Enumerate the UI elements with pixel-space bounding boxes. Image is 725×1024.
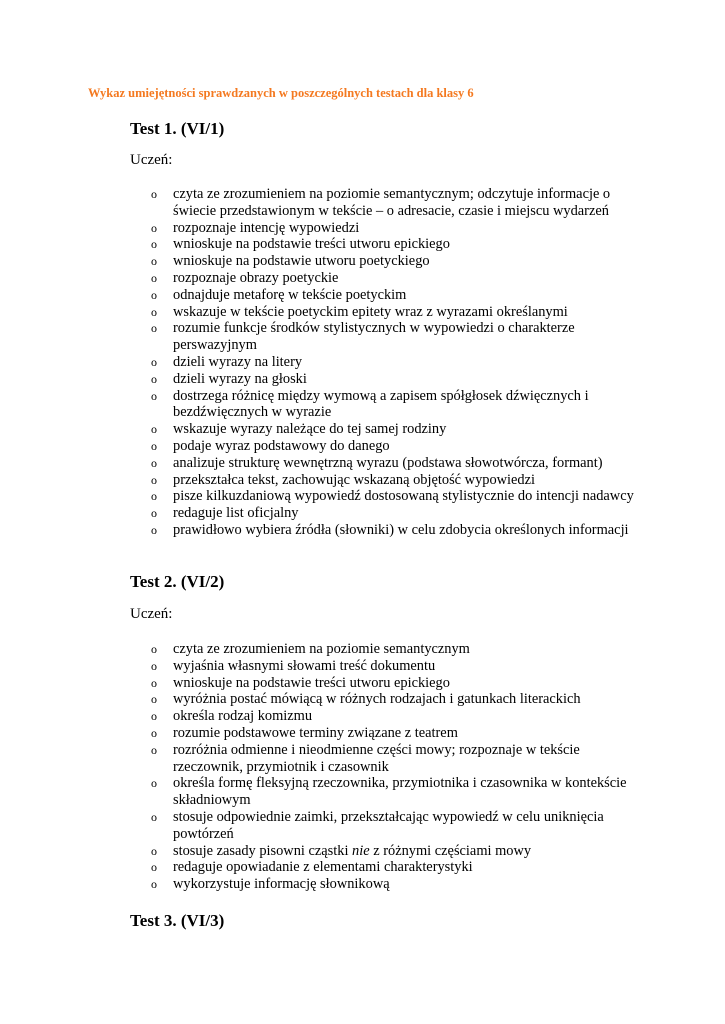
test-3-title: Test 3. (VI/3) bbox=[130, 911, 225, 930]
bullet-icon: o bbox=[151, 489, 157, 504]
list-item bbox=[0, 320, 653, 354]
list-item bbox=[0, 725, 653, 742]
skill-text: pisze kilkuzdaniową wypowiedź dostosowaną stylistycznie do intencji nadawcy bbox=[173, 488, 634, 505]
bullet-icon: o bbox=[151, 642, 157, 656]
skill-text: stosuje odpowiednie zaimki, przekształcając wypowiedź w celu uniknięcia powtórzeń bbox=[173, 808, 604, 842]
test-2-title: Test 2. (VI/2) bbox=[130, 572, 225, 591]
list-item bbox=[0, 388, 653, 422]
list-item bbox=[0, 220, 653, 237]
bullet-icon: o bbox=[151, 354, 157, 369]
list-item bbox=[0, 421, 653, 438]
skill-text: rozpoznaje intencję wypowiedzi bbox=[173, 219, 360, 236]
bullet-icon: o bbox=[151, 709, 157, 724]
bullet-icon: o bbox=[151, 220, 157, 235]
list-item bbox=[0, 505, 653, 522]
skill-text: czyta ze zrozumieniem na poziomie semantycznym bbox=[173, 641, 470, 657]
list-item bbox=[0, 775, 653, 809]
test-1-title: Test 1. (VI/1) bbox=[130, 119, 225, 138]
list-item bbox=[0, 742, 653, 776]
bullet-icon: o bbox=[151, 371, 157, 386]
bullet-icon: o bbox=[151, 742, 157, 757]
test-1-skill-list bbox=[0, 186, 725, 539]
bullet-icon: o bbox=[151, 776, 157, 791]
bullet-icon: o bbox=[151, 809, 157, 824]
bullet-icon: o bbox=[151, 725, 157, 740]
bullet-icon: o bbox=[151, 455, 157, 470]
bullet-icon: o bbox=[151, 860, 157, 875]
list-item bbox=[0, 859, 653, 876]
bullet-icon: o bbox=[151, 270, 157, 285]
skill-text: rozróżnia odmienne i nieodmienne części mowy; rozpoznaje w tekście rzeczownik, przymiotnik i czasownik bbox=[173, 741, 580, 775]
document-heading: Wykaz umiejętności sprawdzanych w poszczególnych testach dla klasy 6 bbox=[88, 86, 474, 100]
list-item bbox=[0, 455, 653, 472]
list-item bbox=[0, 708, 653, 725]
list-item bbox=[0, 186, 653, 220]
bullet-icon: o bbox=[151, 506, 157, 521]
skill-text: dzieli wyrazy na głoski bbox=[173, 370, 307, 387]
list-item bbox=[0, 675, 653, 692]
skill-text: czyta ze zrozumieniem na poziomie semantycznym; odczytuje informacje o świecie przedstawionym w tekście – o adresacie, czasie i miejscu wydarzeń bbox=[173, 186, 611, 219]
skill-text: rozpoznaje obrazy poetyckie bbox=[173, 269, 339, 286]
list-item bbox=[0, 691, 653, 708]
skill-text: dostrzega różnicę między wymową a zapisem spółgłosek dźwięcznych i bezdźwięcznych w wyrazie bbox=[173, 387, 589, 421]
skill-text: stosuje zasady pisowni cząstki nie z różnymi częściami mowy bbox=[173, 842, 532, 859]
list-item bbox=[0, 371, 653, 388]
skill-text: redaguje list oficjalny bbox=[173, 505, 299, 522]
skill-text: analizuje strukturę wewnętrzną wyrazu (podstawa słowotwórcza, formant) bbox=[173, 454, 603, 471]
bullet-icon: o bbox=[151, 472, 157, 487]
bullet-icon: o bbox=[151, 843, 157, 858]
list-item bbox=[0, 843, 653, 860]
bullet-icon: o bbox=[151, 422, 157, 437]
bullet-icon: o bbox=[151, 304, 157, 319]
bullet-icon: o bbox=[151, 438, 157, 453]
skill-text: odnajduje metaforę w tekście poetyckim bbox=[173, 286, 407, 303]
skill-text: podaje wyraz podstawowy do danego bbox=[173, 437, 390, 454]
bullet-icon: o bbox=[151, 237, 157, 252]
list-item bbox=[0, 472, 653, 489]
list-item bbox=[0, 304, 653, 321]
skill-text: wskazuje wyrazy należące do tej samej rodziny bbox=[173, 421, 447, 438]
test-2-skill-list bbox=[0, 641, 725, 893]
list-item bbox=[0, 522, 653, 539]
skill-text: redaguje opowiadanie z elementami charakterystyki bbox=[173, 859, 473, 876]
skill-text: wnioskuje na podstawie treści utworu epickiego bbox=[173, 674, 450, 691]
list-item bbox=[0, 876, 653, 893]
bullet-icon: o bbox=[151, 658, 157, 673]
list-item bbox=[0, 438, 653, 455]
skill-text: prawidłowo wybiera źródła (słowniki) w celu zdobycia określonych informacji bbox=[173, 521, 629, 538]
skill-text: dzieli wyrazy na litery bbox=[173, 353, 303, 370]
list-item bbox=[0, 354, 653, 371]
bullet-icon: o bbox=[151, 321, 157, 336]
skill-text: rozumie podstawowe terminy związane z teatrem bbox=[173, 724, 458, 741]
bullet-icon: o bbox=[151, 877, 157, 892]
bullet-icon: o bbox=[151, 187, 157, 201]
list-item bbox=[0, 236, 653, 253]
bullet-icon: o bbox=[151, 675, 157, 690]
skill-text: wskazuje w tekście poetyckim epitety wraz z wyrazami określanymi bbox=[173, 303, 568, 320]
bullet-icon: o bbox=[151, 692, 157, 707]
skill-text: rozumie funkcje środków stylistycznych w wypowiedzi o charakterze perswazyjnym bbox=[173, 320, 575, 354]
list-item bbox=[0, 641, 653, 658]
skill-text: przekształca tekst, zachowując wskazaną objętość wypowiedzi bbox=[173, 471, 536, 488]
list-item bbox=[0, 287, 653, 304]
skill-text: wyjaśnia własnymi słowami treść dokumentu bbox=[173, 657, 436, 674]
skill-text: wyróżnia postać mówiącą w różnych rodzajach i gatunkach literackich bbox=[173, 691, 581, 708]
list-item bbox=[0, 658, 653, 675]
bullet-icon: o bbox=[151, 388, 157, 403]
skill-text: wykorzystuje informację słownikową bbox=[173, 876, 390, 893]
test-1-pupil-label: Uczeń: bbox=[130, 152, 173, 168]
list-item bbox=[0, 253, 653, 270]
bullet-icon: o bbox=[151, 522, 157, 537]
list-item bbox=[0, 488, 653, 505]
skill-text: wnioskuje na podstawie treści utworu epickiego bbox=[173, 236, 450, 253]
list-item bbox=[0, 270, 653, 287]
skill-text: określa rodzaj komizmu bbox=[173, 708, 313, 725]
list-item bbox=[0, 809, 653, 843]
test-2-pupil-label: Uczeń: bbox=[130, 606, 173, 622]
bullet-icon: o bbox=[151, 254, 157, 269]
skill-text: wnioskuje na podstawie utworu poetyckiego bbox=[173, 253, 430, 270]
skill-text: określa formę fleksyjną rzeczownika, przymiotnika i czasownika w kontekście składniowym bbox=[173, 775, 627, 809]
bullet-icon: o bbox=[151, 287, 157, 302]
